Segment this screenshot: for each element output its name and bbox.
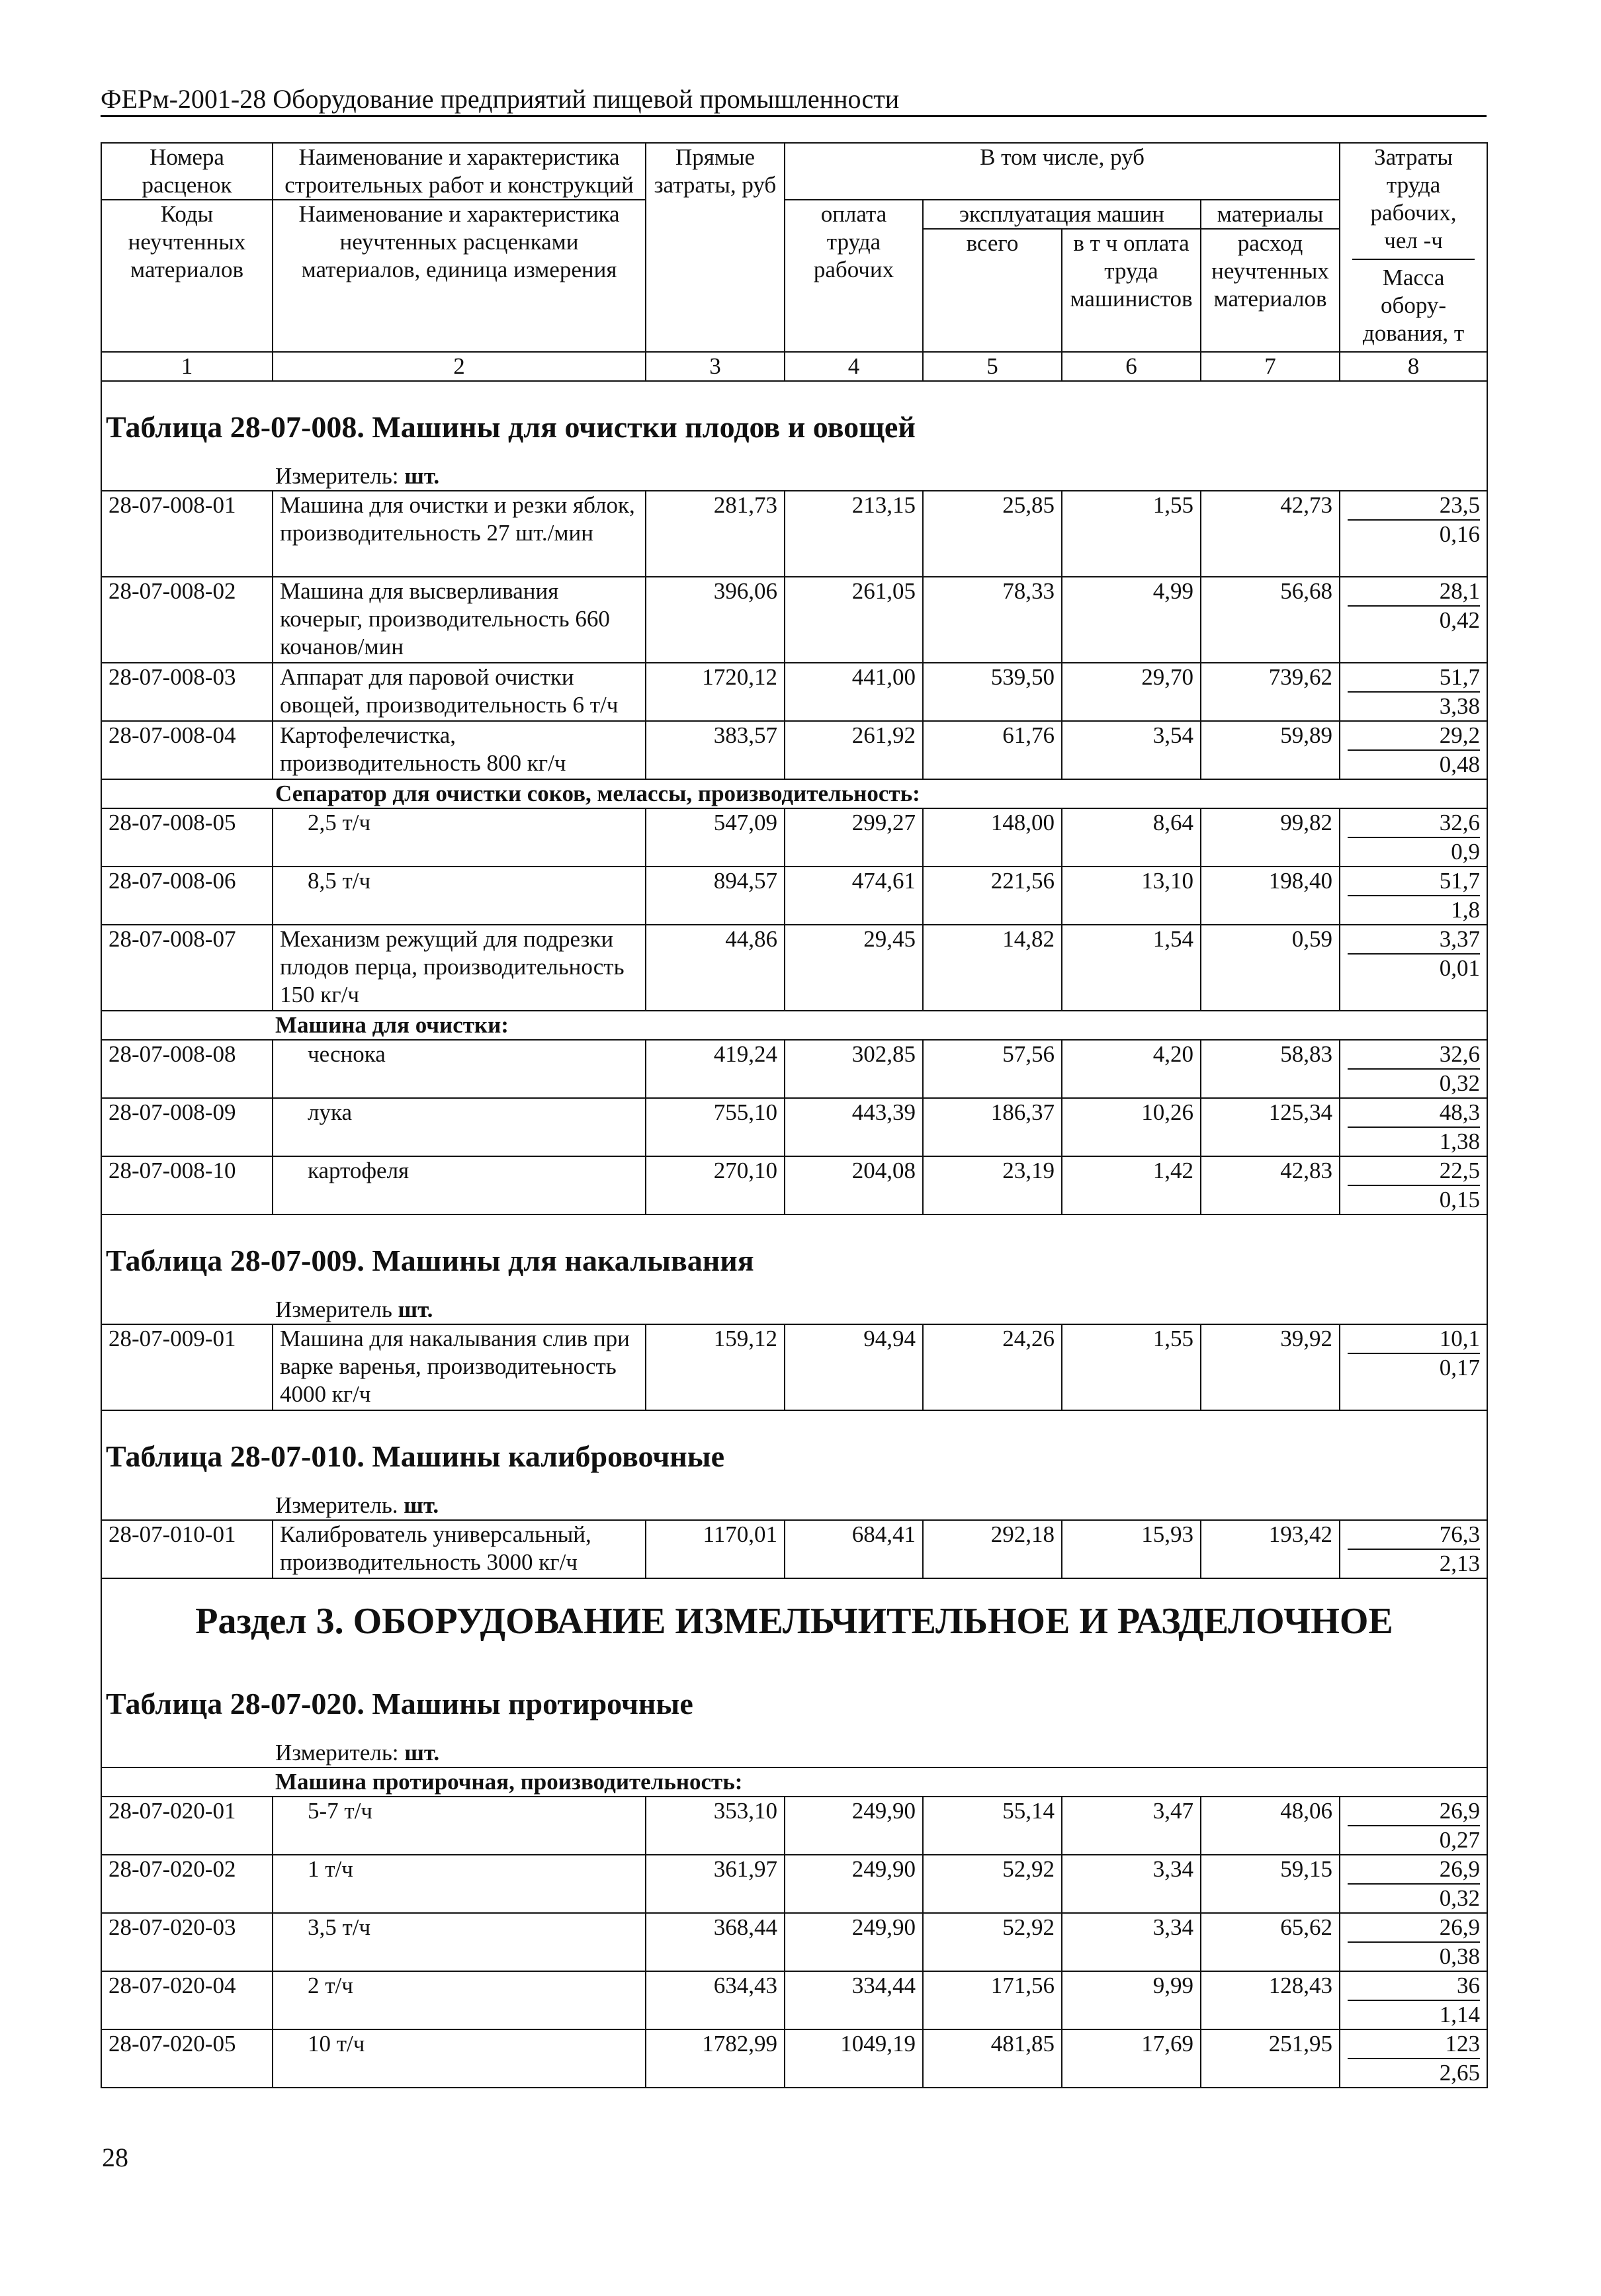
machinist-wage: 8,64 <box>1062 808 1201 867</box>
rate-name: 1 т/ч <box>273 1855 646 1913</box>
machinist-wage: 3,54 <box>1062 721 1201 779</box>
machine-total: 481,85 <box>923 2029 1062 2088</box>
measure-row <box>101 1289 1487 1324</box>
measure-unit: шт. <box>404 1492 439 1518</box>
column-number-cell: 8 <box>1340 352 1487 381</box>
wage-cost: 94,94 <box>785 1324 923 1410</box>
labor-mass-cell <box>1340 1040 1487 1098</box>
labor-costs: 32,6 <box>1348 1041 1480 1070</box>
measure-row <box>101 456 1487 491</box>
rate-code: 28-07-020-05 <box>101 2029 273 2088</box>
labor-costs: 28,1 <box>1348 577 1480 607</box>
rate-code: 28-07-008-07 <box>101 925 273 1011</box>
header-equipment-mass: Масса обору-дования, т <box>1362 265 1465 346</box>
materials-cost: 0,59 <box>1201 925 1340 1011</box>
rate-code: 28-07-008-01 <box>101 491 273 577</box>
materials-cost: 42,83 <box>1201 1156 1340 1214</box>
wage-cost: 474,61 <box>785 867 923 925</box>
machinist-wage: 3,34 <box>1062 1855 1201 1913</box>
labor-mass-cell <box>1340 925 1487 1011</box>
materials-cost: 251,95 <box>1201 2029 1340 2088</box>
header-name-bottom: Наименование и характеристика неучтенных расценками материалов, единица измерения <box>273 200 646 352</box>
rate-code: 28-07-008-04 <box>101 721 273 779</box>
equipment-mass: 0,15 <box>1439 1187 1481 1212</box>
materials-cost: 59,89 <box>1201 721 1340 779</box>
rate-code: 28-07-008-03 <box>101 663 273 721</box>
machinist-wage: 1,54 <box>1062 925 1201 1011</box>
equipment-mass: 2,13 <box>1439 1551 1481 1576</box>
labor-costs: 23,5 <box>1348 491 1480 521</box>
rate-name: Калиброватель универсальный, производительность 3000 кг/ч <box>273 1520 646 1578</box>
column-number-cell: 3 <box>646 352 785 381</box>
rate-code: 28-07-020-03 <box>101 1913 273 1971</box>
table-row <box>101 1324 1487 1410</box>
column-numbers-row <box>101 352 1487 381</box>
labor-costs: 36 <box>1348 1972 1480 2001</box>
machinist-wage: 29,70 <box>1062 663 1201 721</box>
rate-name: картофеля <box>273 1156 646 1214</box>
rate-name: Машина для накалывания слив при варке варенья, производитеьность 4000 кг/ч <box>273 1324 646 1410</box>
materials-cost: 59,15 <box>1201 1855 1340 1913</box>
rate-code: 28-07-009-01 <box>101 1324 273 1410</box>
machine-total: 57,56 <box>923 1040 1062 1098</box>
labor-mass-cell <box>1340 1971 1487 2029</box>
group-row <box>101 779 1487 808</box>
direct-cost: 383,57 <box>646 721 785 779</box>
machine-total: 24,26 <box>923 1324 1062 1410</box>
group-heading: Машина для очистки: <box>101 1011 1487 1040</box>
column-number-cell: 6 <box>1062 352 1201 381</box>
wage-cost: 249,90 <box>785 1855 923 1913</box>
labor-costs: 123 <box>1348 2030 1480 2059</box>
labor-mass-cell <box>1340 867 1487 925</box>
materials-cost: 125,34 <box>1201 1098 1340 1156</box>
direct-cost: 159,12 <box>646 1324 785 1410</box>
machine-total: 186,37 <box>923 1098 1062 1156</box>
section-title: Раздел 3. ОБОРУДОВАНИЕ ИЗМЕЛЬЧИТЕЛЬНОЕ И РАЗДЕЛОЧНОЕ <box>101 1578 1487 1658</box>
rate-name: Машина для высверливания кочерыг, производительность 660 кочанов/мин <box>273 577 646 663</box>
measure-label: Измеритель. <box>275 1492 398 1518</box>
materials-cost: 56,68 <box>1201 577 1340 663</box>
labor-mass-cell <box>1340 1098 1487 1156</box>
rate-code: 28-07-008-05 <box>101 808 273 867</box>
rate-name: лука <box>273 1098 646 1156</box>
labor-mass-cell <box>1340 808 1487 867</box>
machine-total: 25,85 <box>923 491 1062 577</box>
group-heading: Машина протирочная, производительность: <box>101 1767 1487 1797</box>
direct-cost: 1720,12 <box>646 663 785 721</box>
machine-total: 539,50 <box>923 663 1062 721</box>
direct-cost: 44,86 <box>646 925 785 1011</box>
title-row <box>101 381 1487 456</box>
labor-mass-cell <box>1340 721 1487 779</box>
rate-name: 2,5 т/ч <box>273 808 646 867</box>
equipment-mass: 0,48 <box>1439 751 1481 777</box>
materials-cost: 99,82 <box>1201 808 1340 867</box>
group-row <box>101 1011 1487 1040</box>
rate-code: 28-07-008-02 <box>101 577 273 663</box>
header-materials: материалы <box>1201 200 1340 229</box>
wage-cost: 249,90 <box>785 1913 923 1971</box>
wage-cost: 302,85 <box>785 1040 923 1098</box>
measure-unit: шт. <box>398 1297 433 1322</box>
column-number-cell: 7 <box>1201 352 1340 381</box>
equipment-mass: 1,8 <box>1451 897 1481 923</box>
header-materials-use: расход неучтенных материалов <box>1201 229 1340 352</box>
machinist-wage: 10,26 <box>1062 1098 1201 1156</box>
materials-cost: 58,83 <box>1201 1040 1340 1098</box>
rate-name: Картофелечистка, производительность 800 кг/ч <box>273 721 646 779</box>
equipment-mass: 2,65 <box>1439 2060 1481 2086</box>
rate-name: 10 т/ч <box>273 2029 646 2088</box>
direct-cost: 634,43 <box>646 1971 785 2029</box>
equipment-mass: 0,38 <box>1439 1943 1481 1969</box>
machinist-wage: 4,99 <box>1062 577 1201 663</box>
machine-total: 221,56 <box>923 867 1062 925</box>
measure-label: Измеритель: <box>275 463 399 489</box>
table-row <box>101 663 1487 721</box>
machinist-wage: 3,34 <box>1062 1913 1201 1971</box>
equipment-mass: 0,9 <box>1451 839 1481 865</box>
equipment-mass: 1,14 <box>1439 2002 1481 2027</box>
wage-cost: 261,92 <box>785 721 923 779</box>
measure-label: Измеритель <box>275 1297 392 1322</box>
table-row <box>101 491 1487 577</box>
wage-cost: 29,45 <box>785 925 923 1011</box>
column-number-cell: 4 <box>785 352 923 381</box>
table-row <box>101 577 1487 663</box>
labor-costs: 26,9 <box>1348 1855 1480 1885</box>
table-row <box>101 867 1487 925</box>
rate-code: 28-07-008-08 <box>101 1040 273 1098</box>
header-exploitation: эксплуатация машин <box>923 200 1201 229</box>
materials-cost: 739,62 <box>1201 663 1340 721</box>
labor-costs: 48,3 <box>1348 1099 1480 1128</box>
column-number-cell: 1 <box>101 352 273 381</box>
table-title: Таблица 28-07-008. Машины для очистки плодов и овощей <box>101 381 1487 456</box>
machine-total: 52,92 <box>923 1913 1062 1971</box>
header-direct-costs: Прямые затраты, руб <box>646 143 785 352</box>
column-number-cell: 2 <box>273 352 646 381</box>
materials-cost: 48,06 <box>1201 1797 1340 1855</box>
labor-costs: 26,9 <box>1348 1797 1480 1826</box>
wage-cost: 261,05 <box>785 577 923 663</box>
table-row <box>101 2029 1487 2088</box>
materials-cost: 128,43 <box>1201 1971 1340 2029</box>
table-title: Таблица 28-07-010. Машины калибровочные <box>101 1410 1487 1485</box>
wage-cost: 213,15 <box>785 491 923 577</box>
table-row <box>101 1520 1487 1578</box>
direct-cost: 361,97 <box>646 1855 785 1913</box>
labor-costs: 29,2 <box>1348 722 1480 751</box>
header-wage: оплата труда рабочих <box>785 200 923 352</box>
wage-cost: 684,41 <box>785 1520 923 1578</box>
group-row <box>101 1767 1487 1797</box>
equipment-mass: 0,01 <box>1439 955 1481 981</box>
title-row <box>101 1578 1487 1658</box>
title-row <box>101 1658 1487 1732</box>
group-heading: Сепаратор для очистки соков, мелассы, производительность: <box>101 779 1487 808</box>
labor-mass-cell <box>1340 1797 1487 1855</box>
direct-cost: 755,10 <box>646 1098 785 1156</box>
machinist-wage: 4,20 <box>1062 1040 1201 1098</box>
table-row <box>101 1156 1487 1214</box>
equipment-mass: 3,38 <box>1439 693 1481 719</box>
machine-total: 61,76 <box>923 721 1062 779</box>
header-total: всего <box>923 229 1062 352</box>
machine-total: 148,00 <box>923 808 1062 867</box>
rate-name: 3,5 т/ч <box>273 1913 646 1971</box>
table-row <box>101 1913 1487 1971</box>
machine-total: 78,33 <box>923 577 1062 663</box>
machine-total: 52,92 <box>923 1855 1062 1913</box>
materials-cost: 42,73 <box>1201 491 1340 577</box>
rate-code: 28-07-020-02 <box>101 1855 273 1913</box>
labor-mass-cell <box>1340 1520 1487 1578</box>
equipment-mass: 0,16 <box>1439 521 1481 547</box>
direct-cost: 1782,99 <box>646 2029 785 2088</box>
direct-cost: 368,44 <box>646 1913 785 1971</box>
table-row <box>101 1797 1487 1855</box>
labor-costs: 10,1 <box>1348 1325 1480 1354</box>
page-number: 28 <box>102 2143 128 2172</box>
rate-name: Механизм режущий для подрезки плодов перца, производительность 150 кг/ч <box>273 925 646 1011</box>
header-codes-bottom: Коды неучтенных материалов <box>101 200 273 352</box>
direct-cost: 353,10 <box>646 1797 785 1855</box>
labor-mass-cell <box>1340 1156 1487 1214</box>
wage-cost: 249,90 <box>785 1797 923 1855</box>
direct-cost: 281,73 <box>646 491 785 577</box>
rate-name: 2 т/ч <box>273 1971 646 2029</box>
equipment-mass: 0,32 <box>1439 1885 1481 1911</box>
equipment-mass: 1,38 <box>1439 1128 1481 1154</box>
header-name-top: Наименование и характеристика строительных работ и конструкций <box>273 143 646 200</box>
wage-cost: 299,27 <box>785 808 923 867</box>
machinist-wage: 1,55 <box>1062 1324 1201 1410</box>
document-header: ФЕРм-2001-28 Оборудование предприятий пищевой промышленности <box>101 85 1487 117</box>
machine-total: 14,82 <box>923 925 1062 1011</box>
measure-unit: шт. <box>404 1740 440 1765</box>
wage-cost: 334,44 <box>785 1971 923 2029</box>
equipment-mass: 0,42 <box>1439 607 1481 633</box>
wage-cost: 1049,19 <box>785 2029 923 2088</box>
equipment-mass: 0,32 <box>1439 1070 1481 1096</box>
direct-cost: 270,10 <box>646 1156 785 1214</box>
machinist-wage: 17,69 <box>1062 2029 1201 2088</box>
measure-label: Измеритель: <box>275 1740 399 1765</box>
labor-mass-cell <box>1340 577 1487 663</box>
rate-name: 5-7 т/ч <box>273 1797 646 1855</box>
table-row <box>101 1040 1487 1098</box>
materials-cost: 198,40 <box>1201 867 1340 925</box>
header-codes-top: Номера расценок <box>101 143 273 200</box>
labor-mass-cell <box>1340 2029 1487 2088</box>
machinist-wage: 9,99 <box>1062 1971 1201 2029</box>
direct-cost: 894,57 <box>646 867 785 925</box>
rate-code: 28-07-020-01 <box>101 1797 273 1855</box>
labor-costs: 3,37 <box>1348 925 1480 955</box>
labor-costs: 22,5 <box>1348 1157 1480 1186</box>
materials-cost: 65,62 <box>1201 1913 1340 1971</box>
machine-total: 292,18 <box>923 1520 1062 1578</box>
materials-cost: 193,42 <box>1201 1520 1340 1578</box>
column-number-cell: 5 <box>923 352 1062 381</box>
rate-code: 28-07-010-01 <box>101 1520 273 1578</box>
labor-mass-cell <box>1340 663 1487 721</box>
machine-total: 55,14 <box>923 1797 1062 1855</box>
measure-row <box>101 1485 1487 1520</box>
labor-costs: 76,3 <box>1348 1521 1480 1550</box>
wage-cost: 443,39 <box>785 1098 923 1156</box>
measure-row <box>101 1485 1487 1520</box>
rate-name: чеснока <box>273 1040 646 1098</box>
measure-row <box>101 1732 1487 1767</box>
rate-code: 28-07-008-06 <box>101 867 273 925</box>
labor-mass-cell <box>1340 1913 1487 1971</box>
direct-cost: 1170,01 <box>646 1520 785 1578</box>
rate-name: Аппарат для паровой очистки овощей, производительность 6 т/ч <box>273 663 646 721</box>
labor-mass-cell <box>1340 1324 1487 1410</box>
table-row <box>101 925 1487 1011</box>
equipment-mass: 0,27 <box>1439 1827 1481 1853</box>
title-row <box>101 1214 1487 1289</box>
machinist-wage: 13,10 <box>1062 867 1201 925</box>
direct-cost: 396,06 <box>646 577 785 663</box>
labor-costs: 51,7 <box>1348 663 1480 693</box>
direct-cost: 419,24 <box>646 1040 785 1098</box>
machine-total: 171,56 <box>923 1971 1062 2029</box>
wage-cost: 441,00 <box>785 663 923 721</box>
header-labor-mass <box>1340 143 1487 352</box>
labor-mass-cell <box>1340 1855 1487 1913</box>
rates-table <box>101 142 1488 2088</box>
header-wage-machinists: в т ч оплата труда машинистов <box>1062 229 1201 352</box>
machine-total: 23,19 <box>923 1156 1062 1214</box>
measure-row <box>101 1732 1487 1767</box>
title-row <box>101 1410 1487 1485</box>
rate-name: Машина для очистки и резки яблок, производительность 27 шт./мин <box>273 491 646 577</box>
rate-name: 8,5 т/ч <box>273 867 646 925</box>
rate-code: 28-07-020-04 <box>101 1971 273 2029</box>
labor-costs: 32,6 <box>1348 809 1480 838</box>
direct-cost: 547,09 <box>646 808 785 867</box>
materials-cost: 39,92 <box>1201 1324 1340 1410</box>
machinist-wage: 1,42 <box>1062 1156 1201 1214</box>
table-title: Таблица 28-07-020. Машины протирочные <box>101 1658 1487 1732</box>
measure-row <box>101 456 1487 491</box>
measure-row <box>101 1289 1487 1324</box>
table-row <box>101 808 1487 867</box>
labor-mass-cell <box>1340 491 1487 577</box>
machinist-wage: 3,47 <box>1062 1797 1201 1855</box>
table-row <box>101 721 1487 779</box>
equipment-mass: 0,17 <box>1439 1355 1481 1381</box>
table-row <box>101 1855 1487 1913</box>
header-including: В том числе, руб <box>785 143 1340 200</box>
wage-cost: 204,08 <box>785 1156 923 1214</box>
table-row <box>101 1098 1487 1156</box>
machinist-wage: 1,55 <box>1062 491 1201 577</box>
table-title: Таблица 28-07-009. Машины для накалывания <box>101 1214 1487 1289</box>
measure-unit: шт. <box>404 463 440 489</box>
labor-costs: 51,7 <box>1348 867 1480 896</box>
labor-costs: 26,9 <box>1348 1914 1480 1943</box>
machinist-wage: 15,93 <box>1062 1520 1201 1578</box>
rate-code: 28-07-008-10 <box>101 1156 273 1214</box>
rate-code: 28-07-008-09 <box>101 1098 273 1156</box>
header-labor-costs: Затраты труда рабочих, чел -ч <box>1352 144 1475 260</box>
table-row <box>101 1971 1487 2029</box>
